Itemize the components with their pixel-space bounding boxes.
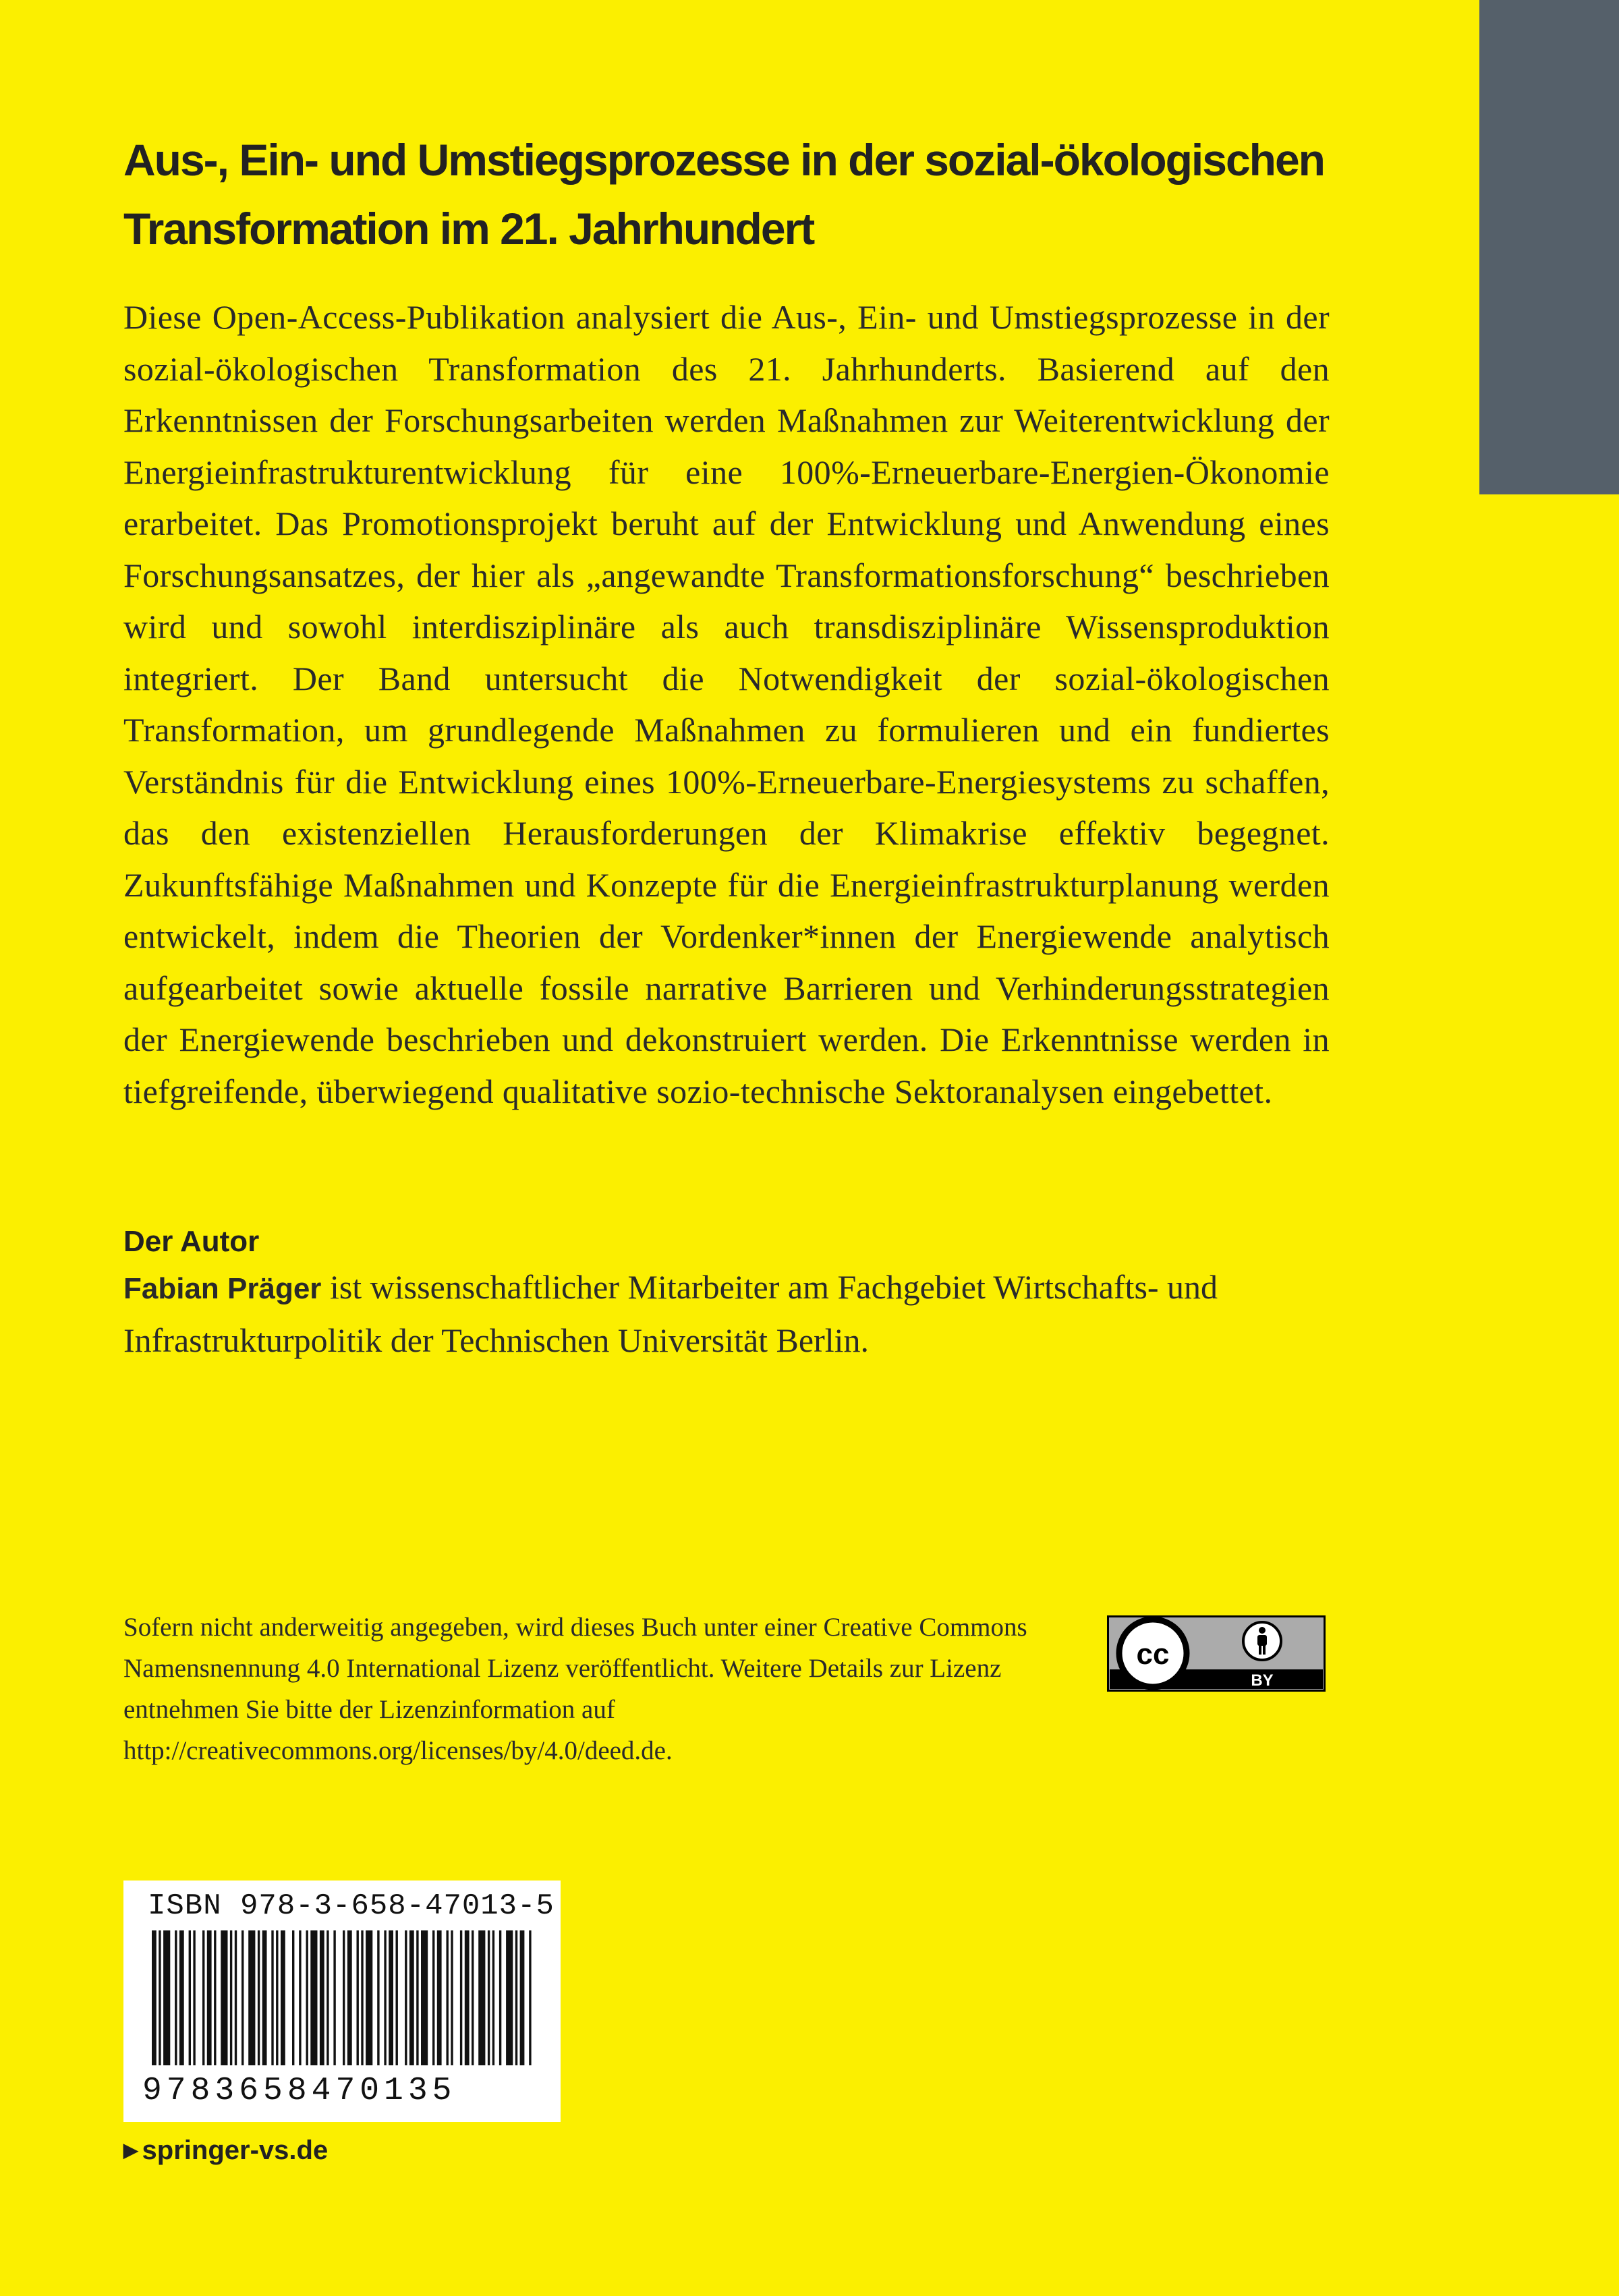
barcode-bar — [437, 1930, 442, 2065]
cc-icon — [1119, 1619, 1187, 1687]
barcode-bar — [292, 1930, 294, 2065]
barcode-bar — [465, 1930, 470, 2065]
barcode-bar — [163, 1930, 170, 2065]
barcode-bar — [175, 1930, 177, 2065]
barcode-bar — [506, 1930, 513, 2065]
author-heading: Der Autor — [123, 1225, 260, 1258]
barcode-bar — [520, 1930, 525, 2065]
barcode-bar — [472, 1930, 474, 2065]
by-label: BY — [1251, 1671, 1274, 1690]
barcode-bar — [488, 1930, 490, 2065]
barcode-bar — [460, 1930, 462, 2065]
by-person-icon — [1243, 1622, 1281, 1660]
barcode-bar — [396, 1930, 398, 2065]
barcode-bar — [409, 1930, 414, 2065]
barcode-bar — [258, 1930, 260, 2065]
barcode-bar — [271, 1930, 273, 2065]
barcode-bar — [207, 1930, 212, 2065]
barcode-bar — [159, 1930, 161, 2065]
barcode-bar — [310, 1930, 317, 2065]
barcode-bar — [320, 1930, 324, 2065]
license-text: Sofern nicht anderweitig angegeben, wird dieses Buch unter einer Creative Commons Namensnennung 4.0 International Lizenz veröffentlicht. Weitere Details zur Lizenz entnehmen Sie bitte der Lizenzinformation auf http://creativecommons.org/licenses/by/4.0/deed.de. — [123, 1613, 1027, 1765]
abstract-text: Diese Open-Access-Publikation analysiert die Aus-, Ein- und Umstiegsprozesse in der sozial-ökologischen Transformation des 21. Jahrhunderts. Basierend auf den Erkenntnissen der Forschungsarbeiten werden Maßnahmen zur Weiterentwicklung der Energieinfrastrukturentwicklung für eine 100%-Erneuerbare-Energien-Ökonomie erarbeitet. Das Promotionsprojekt beruht auf der Entwicklung und Anwendung eines Forschungsansatzes, der hier als „angewandte Transformationsforschung“ beschrieben wird und sowohl interdisziplinäre als auch transdisziplinäre Wissensproduktion integriert. Der Band untersucht die Notwendigkeit der sozial-ökologischen Transformation, um grundlegende Maßnahmen zu formulieren und ein fundiertes Verständnis für die Entwicklung eines 100%-Erneuerbare-Energiesystems zu schaffen, das den existenziellen Herausforderungen der Klimakrise effektiv begegnet. Zukunftsfähige Maßnahmen und Konzepte für die Energieinfrastrukturplanung werden entwickelt, indem die Theorien der Vordenker*innen der Energiewende analytisch aufgearbeitet sowie aktuelle fossile narrative Barrieren und Verhinderungsstrategien der Energiewende beschrieben und dekonstruiert werden. Die Erkenntnisse werden in tiefgreifende, überwiegend qualitative sozio-technische Sektoranalysen eingebettet. — [123, 298, 1330, 1110]
barcode-bar — [384, 1930, 386, 2065]
barcode-bar — [152, 1930, 157, 2065]
isbn-label: ISBN 978-3-658-47013-5 — [148, 1889, 555, 1923]
barcode-bar — [478, 1930, 485, 2065]
barcode-bar — [492, 1930, 494, 2065]
barcode-bar — [377, 1930, 379, 2065]
barcode-bar — [499, 1930, 501, 2065]
barcode-bar — [447, 1930, 449, 2065]
barcode-bar — [333, 1930, 335, 2065]
barcode-bar — [366, 1930, 372, 2065]
barcode-bar — [405, 1930, 407, 2065]
author-bio-text: ist wissenschaftlicher Mitarbeiter am Fachgebiet Wirtschafts- und Infrastrukturpolitik der Technischen Universität Berlin. — [123, 1268, 1218, 1359]
barcode-bar — [193, 1930, 195, 2065]
barcode-bar — [202, 1930, 204, 2065]
author-name: Fabian Präger — [123, 1272, 322, 1305]
barcode-bar — [306, 1930, 308, 2065]
publisher-arrow-icon: ▶ — [123, 2140, 138, 2160]
barcode-bar — [361, 1930, 363, 2065]
barcode-bar — [242, 1930, 244, 2065]
barcode-bar — [451, 1930, 453, 2065]
cover-gray-tab — [1479, 0, 1619, 494]
cc-icon-label: cc — [1136, 1638, 1170, 1671]
barcode-bar — [281, 1930, 285, 2065]
barcode-bar — [347, 1930, 352, 2065]
barcode-bar — [221, 1930, 227, 2065]
barcode-bar — [529, 1930, 531, 2065]
barcode-bar — [515, 1930, 517, 2065]
book-title: Aus-, Ein- und Umstiegsprozesse in der sozial-ökologischen Transformation im 21. Jahrhundert — [123, 135, 1324, 254]
barcode-bar — [389, 1930, 393, 2065]
barcode-bar — [230, 1930, 232, 2065]
publisher-url: springer-vs.de — [142, 2135, 329, 2165]
barcode-box — [123, 1881, 561, 2122]
author-bio — [123, 1261, 1331, 1366]
barcode-bar — [357, 1930, 359, 2065]
publisher-line — [123, 2130, 328, 2171]
barcode-bar — [189, 1930, 191, 2065]
barcode-bar — [262, 1930, 267, 2065]
barcode-bar — [343, 1930, 345, 2065]
barcode-bar — [421, 1930, 428, 2065]
barcode-bar — [235, 1930, 237, 2065]
barcode-bar — [432, 1930, 434, 2065]
barcode-bar — [416, 1930, 418, 2065]
barcode-bar — [276, 1930, 278, 2065]
cc-by-badge — [1107, 1615, 1326, 1692]
barcode-bar — [326, 1930, 329, 2065]
barcode-bar — [214, 1930, 216, 2065]
barcode-bar — [179, 1930, 184, 2065]
barcode-digits: 9783658470135 — [142, 2073, 457, 2109]
barcode-bar — [299, 1930, 301, 2065]
barcode-bar — [248, 1930, 255, 2065]
